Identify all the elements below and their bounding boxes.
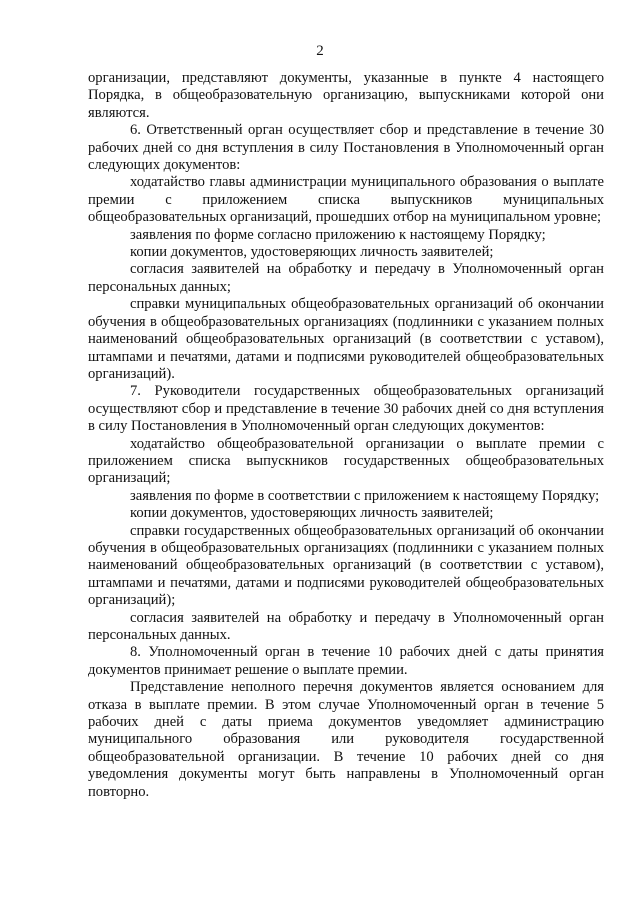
list-item-id-copies: копии документов, удостоверяющих личность заявителей;: [130, 244, 494, 261]
list-item-applications: заявления по форме согласно приложению к настоящему Порядку;: [130, 226, 546, 243]
list-item-id-copies-2: копии документов, удостоверяющих личность заявителей;: [130, 505, 494, 522]
list-item-consents-2: согласия заявителей на обработку и передачу в Уполномоченный орган персональных данных.: [88, 609, 604, 643]
list-item-certificates-municipal: справки муниципальных общеобразовательных организаций об окончании обучения в общеобразовательных организациях (подлинники с указанием полных наименований общеобразовательных организаций (в соответствии с уставом), штампами и печатями, датами и подписями руководителей общеобразовательных организаций).: [88, 296, 604, 382]
paragraph-continuation: организации, представляют документы, указанные в пункте 4 настоящего Порядка, в общеобразовательную организацию, выпускниками которой они являются.: [88, 70, 604, 121]
document-body: [88, 70, 604, 801]
paragraph-clause-6: 6. Ответственный орган осуществляет сбор и представление в течение 30 рабочих дней со дня вступления в силу Постановления в Уполномоченный орган следующих документов:: [88, 122, 604, 174]
paragraph-clause-7: 7. Руководители государственных общеобразовательных организаций осуществляют сбор и представление в течение 30 рабочих дней со дня вступления в силу Постановления в Уполномоченный орган следующих документов:: [88, 383, 604, 435]
list-item-certificates-state: справки государственных общеобразовательных организаций об окончании обучения в общеобразовательных организациях (подлинники с указанием полных наименований общеобразовательных организаций (в соответствии с уставом), штампами и печатями, датами и подписями руководителей общеобразовательных организаций);: [88, 522, 604, 609]
list-item-applications-2: заявления по форме в соответствии с приложением к настоящему Порядку;: [130, 487, 600, 504]
list-item-consents: согласия заявителей на обработку и передачу в Уполномоченный орган персональных данных;: [88, 261, 604, 295]
paragraph-clause-8: 8. Уполномоченный орган в течение 10 рабочих дней с даты принятия документов принимает решение о выплате премии.: [88, 644, 604, 678]
list-item-petition-organization: ходатайство общеобразовательной организации о выплате премии с приложением списка выпускников государственных общеобразовательных организаций;: [88, 435, 604, 487]
paragraph-incomplete-documents: Представление неполного перечня документов является основанием для отказа в выплате премии. В этом случае Уполномоченный орган в течение 5 рабочих дней с даты приема документов уведомляет администрацию муниципального образования или руководителя государственной общеобразовательной организации. В течение 10 рабочих дней со дня уведомления документы могут быть направлены в Уполномоченный орган повторно.: [88, 679, 604, 800]
page-number: 2: [316, 43, 324, 59]
list-item-petition-head: ходатайство главы администрации муниципального образования о выплате премии с приложением списка выпускников муниципальных общеобразовательных организаций, прошедших отбор на муниципальном уровне;: [88, 174, 604, 226]
